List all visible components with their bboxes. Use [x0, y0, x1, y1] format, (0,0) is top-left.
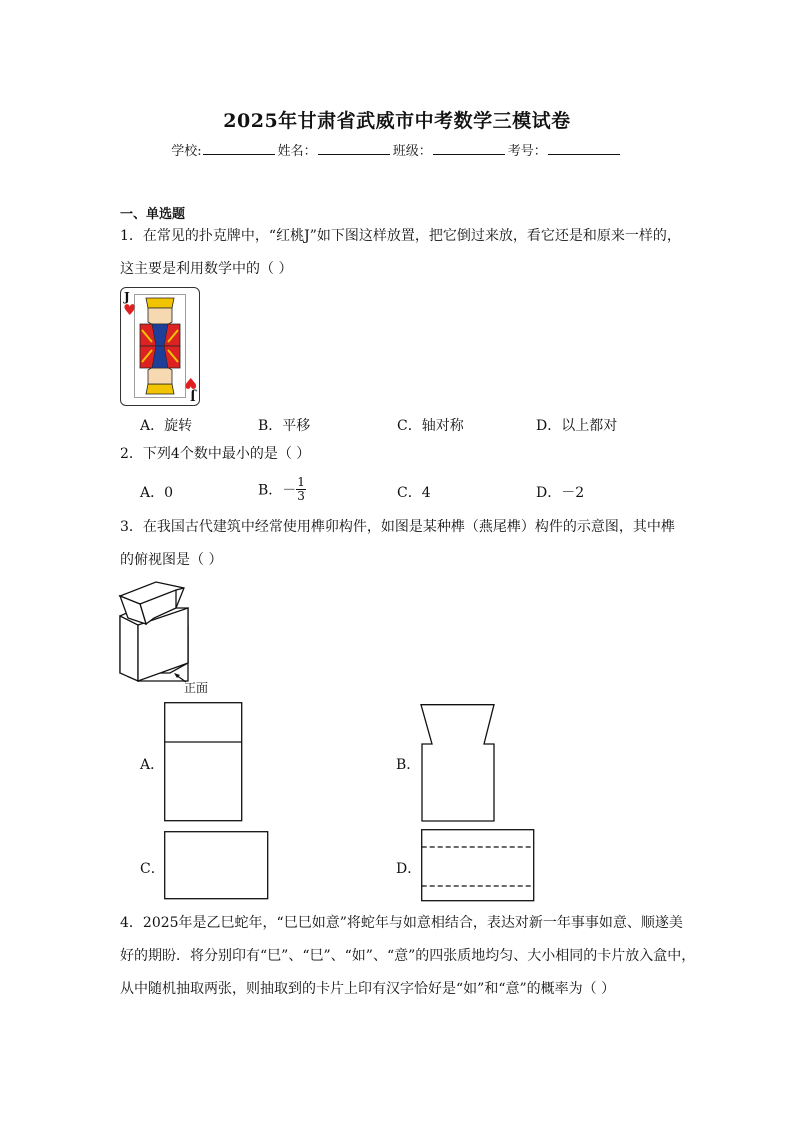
option-2a[interactable]: [140, 482, 173, 502]
option-1d[interactable]: [536, 415, 617, 435]
name-blank[interactable]: [318, 142, 390, 155]
option-1a[interactable]: [140, 415, 192, 435]
option-label: B．: [258, 482, 283, 499]
question-3-line-1: [120, 511, 675, 544]
option-3d-label[interactable]: D．: [396, 861, 422, 877]
option-label: C．: [397, 418, 422, 434]
option-3d-figure[interactable]: [421, 829, 535, 903]
question-text: 下列4个数中最小的是（ ）: [142, 446, 311, 462]
option-text: 平移: [282, 418, 311, 434]
question-text: 在我国古代建筑中经常使用榫卯构件，如图是某种榫（燕尾榫）构件的示意图，其中榫: [142, 519, 675, 535]
question-3-line-2: 的俯视图是（ ）: [120, 552, 223, 568]
option-1b[interactable]: [258, 415, 310, 435]
option-3c-figure[interactable]: [164, 831, 270, 901]
option-text: 轴对称: [421, 418, 464, 434]
page-title: 2025年甘肃省武威市中考数学三模试卷: [223, 110, 571, 132]
question-1: [120, 220, 681, 286]
question-number: 4．: [120, 915, 143, 931]
question-number: 2．: [120, 446, 143, 462]
class-label: 班级：: [392, 144, 432, 159]
dovetail-tenon-figure: [118, 578, 228, 688]
question-1-line-1: [120, 220, 681, 253]
fraction: [296, 476, 306, 503]
option-2b[interactable]: [258, 476, 306, 503]
question-1-line-2: 这主要是利用数学中的（ ）: [120, 261, 293, 277]
question-text: 2025年是乙巳蛇年，“巳巳如意”将蛇年与如意相结合，表达对新一年事事如意、顺遂美: [142, 915, 683, 931]
question-4: [120, 907, 695, 1006]
option-1c[interactable]: [397, 415, 464, 435]
minus-sign: －: [282, 482, 297, 499]
option-label: A．: [140, 418, 165, 434]
option-3a-label[interactable]: A．: [140, 757, 165, 773]
card-rank-bottom: J: [190, 389, 196, 403]
option-text: 旋转: [164, 418, 193, 434]
option-2c[interactable]: [397, 482, 431, 502]
question-3: [120, 511, 675, 577]
option-text: －2: [561, 485, 585, 501]
school-blank[interactable]: [203, 142, 275, 155]
option-text: 4: [421, 485, 431, 501]
question-4-line-3: 从中随机抽取两张，则抽取到的卡片上印有汉字恰好是“如”和“意”的概率为（ ）: [120, 981, 616, 997]
heart-icon: ♥: [123, 301, 137, 319]
question-text: 在常见的扑克牌中，“红桃J”如下图这样放置，把它倒过来放，看它还是和原来一样的，: [142, 228, 681, 244]
exam-no-blank[interactable]: [548, 142, 620, 155]
front-label: 正面: [184, 681, 209, 695]
fraction-numerator: 1: [297, 475, 305, 489]
option-text: 以上都对: [561, 418, 618, 434]
option-label: C．: [397, 485, 422, 501]
option-3b-label[interactable]: B．: [396, 757, 421, 773]
option-2d[interactable]: [536, 482, 584, 502]
question-2: [120, 438, 310, 471]
option-3c-label[interactable]: C．: [140, 861, 165, 877]
option-label: A．: [140, 485, 165, 501]
class-blank[interactable]: [433, 142, 505, 155]
exam-no-label: 考号：: [507, 144, 547, 159]
option-3a-figure[interactable]: [164, 702, 244, 822]
jack-figure-icon: [134, 294, 186, 398]
name-label: 姓名：: [277, 144, 317, 159]
option-label: D．: [536, 485, 562, 501]
option-3b-figure[interactable]: [420, 704, 496, 822]
option-text: 0: [164, 485, 174, 501]
question-4-line-1: [120, 907, 695, 940]
option-label: B．: [258, 418, 283, 434]
question-number: 1．: [120, 228, 143, 244]
question-number: 3．: [120, 519, 143, 535]
heart-icon: ♥: [183, 374, 197, 392]
student-info-row: [0, 140, 794, 159]
section-title: 一、单选题: [120, 207, 186, 222]
school-label: 学校:: [171, 144, 202, 159]
fraction-denominator: 3: [297, 489, 305, 503]
card-rank-top: J: [124, 290, 130, 304]
playing-card-jack-of-hearts: [120, 287, 200, 406]
question-4-line-2: 好的期盼．将分别印有“巳”、“巳”、“如”、“意”的四张质地均匀、大小相同的卡片放入盒中，: [120, 948, 696, 964]
question-2-line-1: [120, 438, 310, 471]
option-label: D．: [536, 418, 562, 434]
